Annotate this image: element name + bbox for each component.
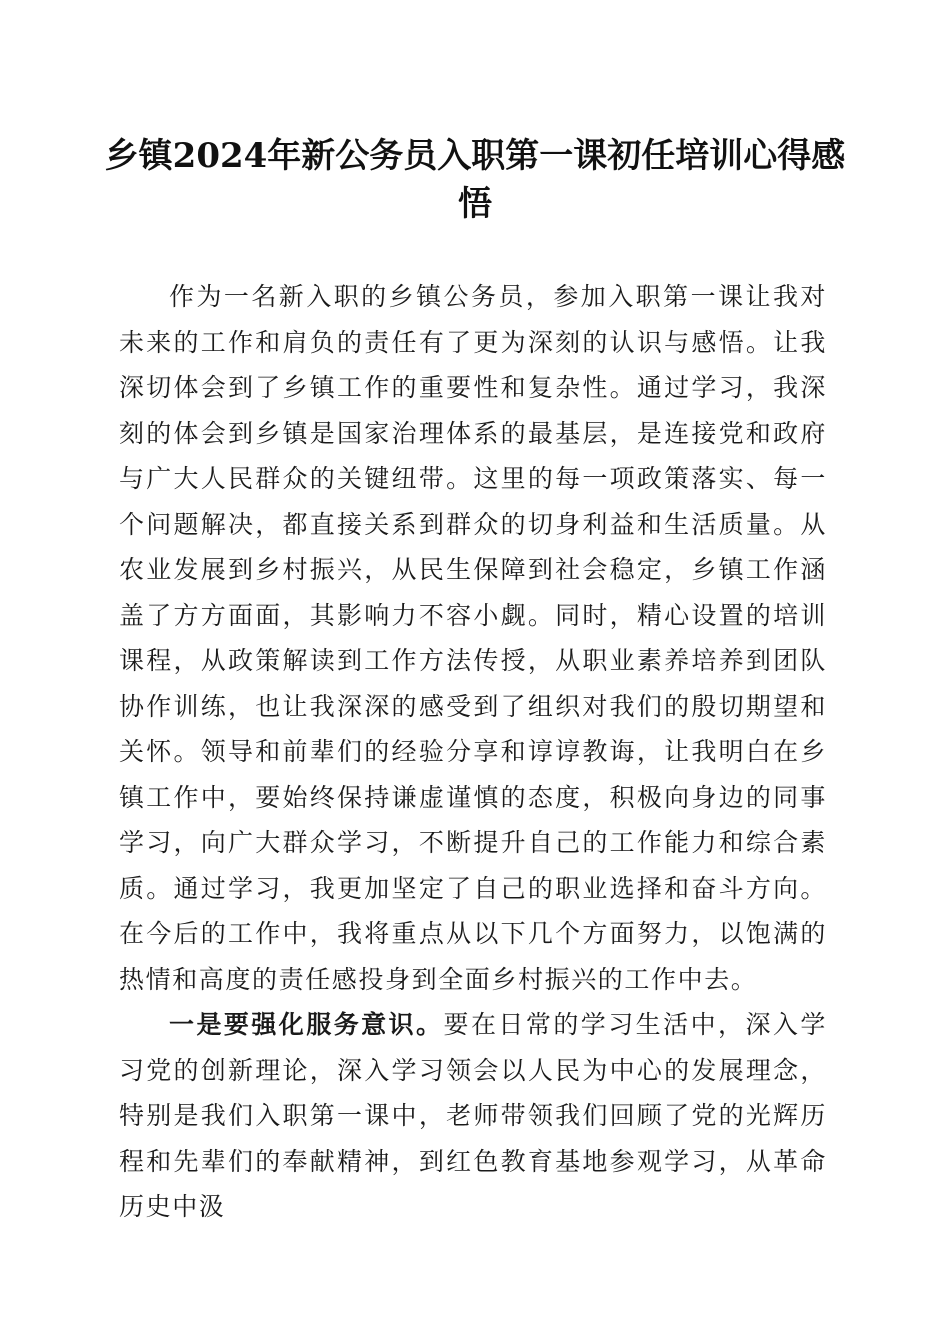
document-title: 乡镇2024年新公务员入职第一课初任培训心得感悟 xyxy=(104,136,846,224)
paragraph-lead-heading: 一是要强化服务意识。 xyxy=(169,1010,444,1039)
paragraph-intro-text: 作为一名新入职的乡镇公务员，参加入职第一课让我对未来的工作和肩负的责任有了更为深刻的认识与感悟。让我深切体会到了乡镇工作的重要性和复杂性。通过学习，我深刻的体会到乡镇是国家治理体系的最基层，是连接党和政府与广大人民群众的关键纽带。这里的每一项政策落实、每一个问题解决，都直接关系到群众的切身利益和生活质量。从农业发展到乡村振兴，从民生保障到社会稳定，乡镇工作涵盖了方方面面，其影响力不容小觑。同时，精心设置的培训课程，从政策解读到工作方法传授，从职业素养培养到团队协作训练，也让我深深的感受到了组织对我们的殷切期望和关怀。领导和前辈们的经验分享和谆谆教诲，让我明白在乡镇工作中，要始终保持谦虚谨慎的态度，积极向身边的同事学习，向广大群众学习，不断提升自己的工作能力和综合素质。通过学习，我更加坚定了自己的职业选择和奋斗方向。在今后的工作中，我将重点从以下几个方面努力，以饱满的热情和高度的责任感投身到全面乡村振兴的工作中去。 xyxy=(119,282,827,994)
paragraph-intro xyxy=(119,274,827,1002)
paragraph-service-awareness xyxy=(119,1002,827,1230)
paragraph-service-awareness-text: 要在日常的学习生活中，深入学习党的创新理论，深入学习领会以人民为中心的发展理念，特别是我们入职第一课中，老师带领我们回顾了党的光辉历程和先辈们的奉献精神，到红色教育基地参观学习，从革命历史中汲 xyxy=(119,1010,827,1221)
document-body xyxy=(119,274,827,1230)
